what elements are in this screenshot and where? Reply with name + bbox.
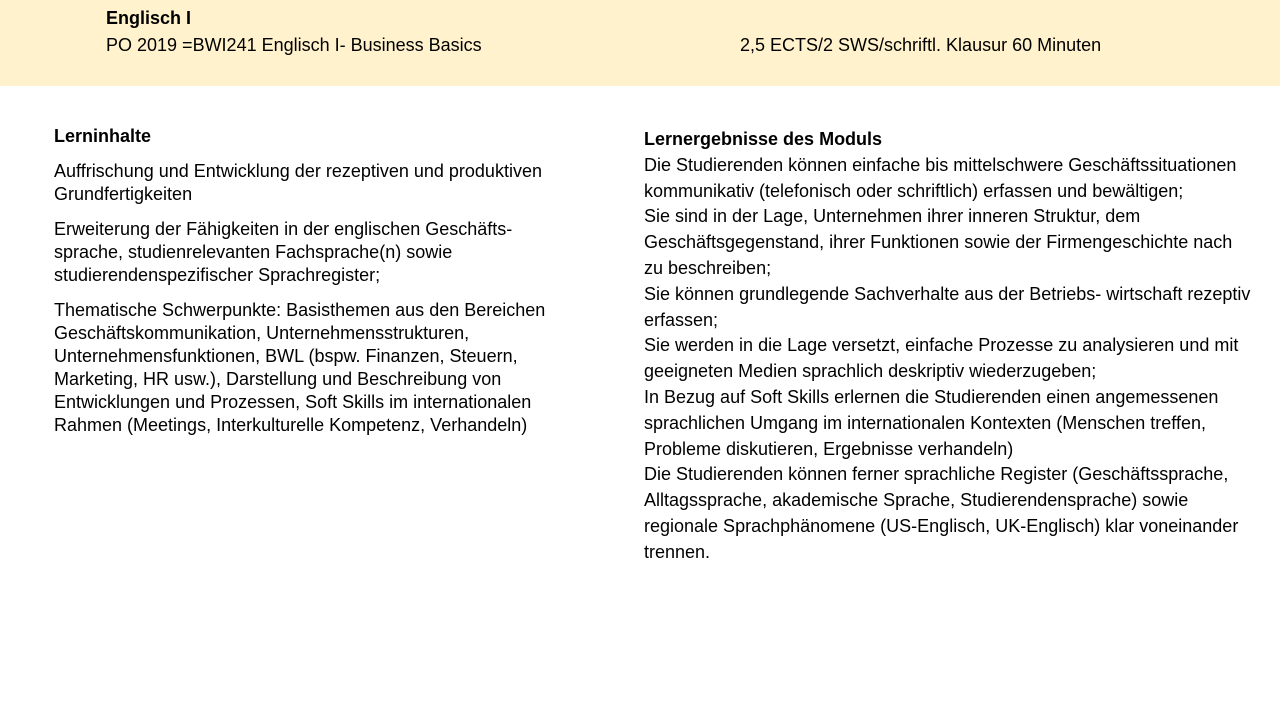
learning-outcome-item: Sie sind in der Lage, Unternehmen ihrer inneren Struktur, dem Geschäftsgegenstand, ihrer Funktionen sowie der Firmengeschichte nach zu beschreiben; (644, 206, 1233, 278)
learning-outcomes-column (644, 127, 1254, 566)
learning-content-heading: Lerninhalte (54, 126, 152, 146)
module-title: Englisch I (106, 8, 192, 28)
learning-outcome-item: Die Studierenden können ferner sprachliche Register (Geschäftssprache, Alltagssprache, akademische Sprache, Studierendensprache) sowie regionale Sprachphänomene (US-Englisch, UK-Englisch) klar voneinander trennen. (644, 464, 1239, 562)
module-credits: 2,5 ECTS/2 SWS/schriftl. Klausur 60 Minuten (740, 35, 1102, 55)
learning-content-paragraph: Thematische Schwerpunkte: Basisthemen aus den Bereichen Geschäftskommunikation, Unternehmensstrukturen, Unternehmensfunktionen, BWL (bspw. Finanzen, Steuern, Marketing, HR usw.), Darstellung und Beschreibung von Entwicklungen und Prozessen, Soft Skills im internationalen Rahmen (Meetings, Interkulturelle Kompetenz, Verhandeln) (54, 300, 546, 435)
learning-content-paragraph: Erweiterung der Fähigkeiten in der englischen Geschäfts- sprache, studienrelevanten Fachsprache(n) sowie studierendenspezifischer Sprachregister; (54, 219, 513, 285)
learning-outcome-item: Sie werden in die Lage versetzt, einfache Prozesse zu analysieren und mit geeigneten Medien sprachlich deskriptiv wiederzugeben; (644, 335, 1239, 382)
learning-outcome-item: Sie können grundlegende Sachverhalte aus der Betriebs- wirtschaft rezeptiv erfassen; (644, 283, 1251, 330)
learning-outcome-item: Die Studierenden können einfache bis mittelschwere Geschäftssituationen kommunikativ (telefonisch oder schriftlich) erfassen und bewältigen; (644, 154, 1237, 201)
learning-outcome-item: In Bezug auf Soft Skills erlernen die Studierenden einen angemessenen sprachlichen Umgang im internationalen Kontexten (Menschen treffen, Probleme diskutieren, Ergebnisse verhandeln) (644, 386, 1219, 459)
header-band (0, 0, 1280, 86)
learning-content-paragraph: Auffrischung und Entwicklung der rezeptiven und produktiven Grundfertigkeiten (54, 161, 542, 204)
module-code: PO 2019 =BWI241 Englisch I- Business Basics (106, 35, 482, 55)
learning-content-column (54, 125, 584, 449)
learning-outcomes-heading: Lernergebnisse des Moduls (644, 129, 883, 149)
